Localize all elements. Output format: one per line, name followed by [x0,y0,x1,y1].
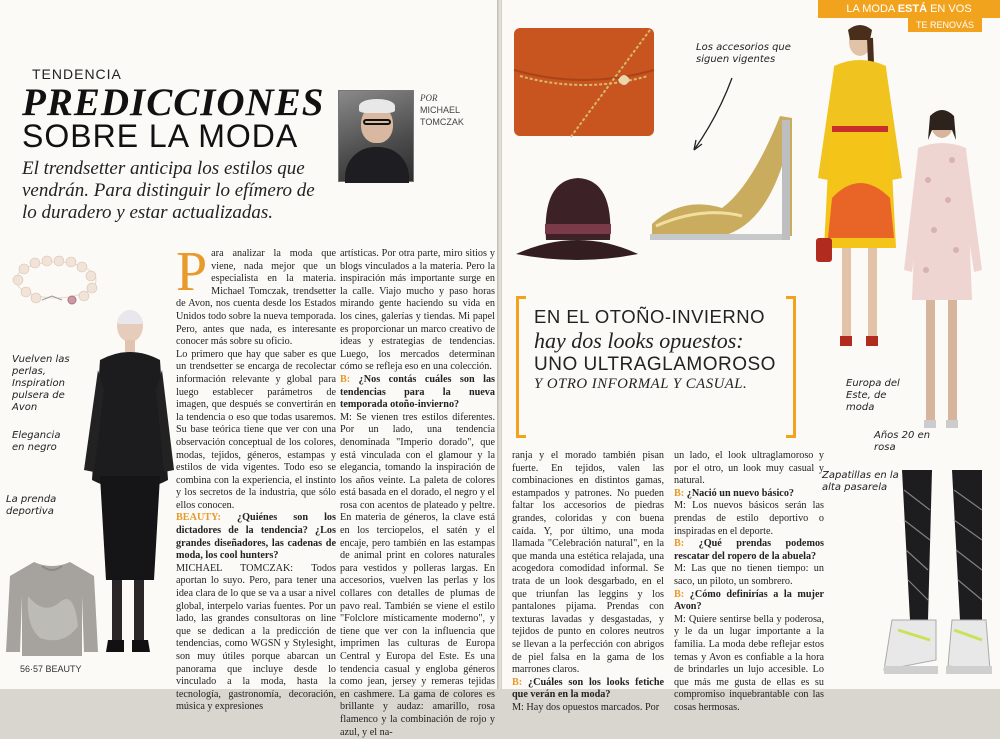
felt-hat-image [512,170,642,266]
question-lead: B: [674,487,685,499]
model-pink-dress-image [898,100,988,450]
question-lead: B: [674,538,685,550]
annotation-europa: Europa del Este, de moda [846,378,900,413]
question-text: ¿Nos contás cuáles son las tendencias para la nueva temporada otoño-invierno? [340,373,496,411]
pull-line4: Y OTRO INFORMAL Y CASUAL. [534,376,748,392]
question-text: ¿Cómo definirías a la mujer Avon? [674,588,824,613]
question-text: ¿Cuáles son los looks fetiche que verán en la moda? [512,676,665,701]
annotation-sweater: La prenda deportiva [6,494,57,517]
question-lead: BEAUTY: [176,512,221,524]
byline-por: POR [420,93,438,103]
author-portrait [338,90,414,182]
section-banner-sub: TE RENOVÁS [908,18,982,32]
headline-line2: SOBRE LA MODA [22,118,299,154]
article-column-2 [340,248,495,739]
col1-para1: ara analizar la moda que viene, nada mejor que un especialista en la materia. Michael Tomczak, trendsetter de Avon, nos cuenta desde los Estados Unidos todo sobre la nueva temporada. Pero, antes que nada, es interesante conocer más sobre su oficio. [176,248,336,348]
col4-para1: un lado, el look ultraglamoroso y por el otro, un look muy casual y natural. [674,450,824,487]
question-text: ¿Qué prendas podemos rescatar del ropero de la abuela? [674,538,824,562]
byline-name1: MICHAEL [420,105,461,115]
question-text: ¿Quiénes son los dictadores de la tendencia? ¿Los grandes diseñadores, las cadenas de moda, los cool hunters? [176,512,336,562]
col3-answer: M: Hay dos opuestos marcados. Por [512,701,660,713]
col3-para1: ranja y el morado también pisan fuerte. En tejidos, valen las combinaciones en distintos gamas, estampados y patrones. No pueden faltar los accesorios de piedras grandes, coloridas y con buena caída. Y, por último, una moda llamada "Celebración natural", en la que manda una estética relajada, una acogedora comodidad informal. Se trata de un look desgarbado, en el que triunfan las leggins y los pantalones pijama. Prendas con texturas lavadas y desgastadas, y tejidos de punto en colores neutros se llevan a la perfección con abrigos de piel falsa en la gama de los marrones claros. [512,450,664,676]
question-text: ¿Nació un nuevo básico? [686,487,795,499]
question-lead: B: [674,588,685,600]
col1-answer: MICHAEL TOMCZAK: Todos aportan lo suyo. Pero, para tener una idea clara de lo que se va a usar a nivel global, interpelo varias fuentes. Por un lado, las grandes consultoras on line que se dedican a la predicción de tendencias, como WGSN y Stylesight, son muy útiles porque abarcan un panorama que incluye desde lo vinculado a la moda, hasta la tecnología, gastronomía, decoración, música y expresiones [176,562,336,713]
col4-answer3: M: Quiere sentirse bella y poderosa, y le da un lugar importante a la familia. La moda debe reflejar estos temas y Avon es confiable a la hora de brindarles un lujo accesible. Lo que más me gusta de ellas es su compromiso inquebrantable con las cosas hermosas. [674,613,824,713]
article-column-1 [176,241,336,714]
right-page [502,0,1000,713]
article-column-3 [512,450,664,714]
annotation-black: Elegancia en negro [12,430,61,453]
article-column-4 [674,450,824,714]
byline-name2: TOMCZAK [420,117,464,127]
pull-quote [516,296,796,438]
annotation-rosa: Años 20 en rosa [874,430,931,453]
section-banner: LA MODA ESTÁ EN VOS [818,0,1000,18]
sweater-image [4,556,100,662]
leggings-sneakers-image [832,470,992,680]
question-lead: B: [340,373,351,385]
pull-line1: EN EL OTOÑO-INVIERNO [534,306,766,327]
drop-cap: P [176,241,208,303]
model-yellow-dress-image [808,18,912,358]
headline-line1: PREDICCIONES [22,81,325,124]
byline [420,92,464,128]
pull-line3: UNO ULTRAGLAMOROSO [534,354,776,375]
question-lead: B: [512,676,523,688]
col2-para1: artísticas. Por otra parte, miro sitios y blogs vinculados a la materia. Pero la inspiración más importante surge en la calle. Viajo mucho y paso horas mirando gente haciendo su vida en los cines, galerías y tiendas. Mi papel es proporcionar un marco creativo de ideas y estrategias de tendencias. Luego, los mercados determinan cómo se refleja eso en una colección. [340,248,495,373]
deck-subtitle: El trendsetter anticipa los estilos que vendrán. Para distinguir lo efímero de lo duradero y estar actualizadas. [22,158,315,223]
page-folio: 56·57 BEAUTY [20,664,82,674]
section-kicker: TENDENCIA [32,66,122,82]
pull-line2: hay dos looks opuestos: [534,328,744,353]
left-page [0,0,498,738]
col4-answer2: M: Las que no tienen tiempo: un saco, un piloto, un sombrero. [674,563,824,587]
col4-answer1: M: Los nuevos básicos serán las prendas de estilo deportivo o inspiradas en el deporte. [674,500,824,537]
banner-bold-word: ESTÁ [897,3,928,15]
annotation-accesorios: Los accesorios que siguen vigentes [696,42,791,65]
col1-para2: Lo primero que hay que saber es que un trendsetter se encarga de recolectar información relevante y global para luego establecer parámetros de imagen, que después se convertirán en la tendencia o eso que todas usaremos. Su base teórica tiene que ver con una observación conceptual de los colores, modas, tejidos, géneros, estampas y estilos de vida vigentes. Todo eso se combina con la experiencia, el instinto y los secretos de la industria, que sólo ellos conocen. [176,348,336,511]
orange-bag-image [510,20,658,146]
annotation-zapatillas: Zapatillas en la alta pasarela [822,470,899,493]
arrow-icon [688,76,738,156]
col2-answer: M: Se vienen tres estilos diferentes. Por un lado, una tendencia denominada "Imperio dorado", que está vinculada con el glamour y la elegancia, tomando la inspiración de los años veinte. La paleta de colores está basada en el dorado, el negro y el rosa con acentos de plateado y peltre. En materia de géneros, la clave está en los terciopelos, el satén y el encaje, pero también en las estampas de animal print en colores naturales para vestidos y polleras largas. En accesorios, vuelven las perlas y los collares con detalles de plumas de pavo real. También se viene el estilo "Folclore místicamente moderno", y tiene que ver con la influencia que imprimen las culturas de Europa Central y Europa del Este. Es una tendencia casual y engloba géneros como jean, jersey y remeras tejidas en cashmere. La gama de colores es brillante y audaz: amarillo, rosa flamenco y la combinación de rojo y azul, y el na- [340,411,495,738]
annotation-pearls: Vuelven las perlas, Inspiration pulsera de Avon [12,354,70,413]
